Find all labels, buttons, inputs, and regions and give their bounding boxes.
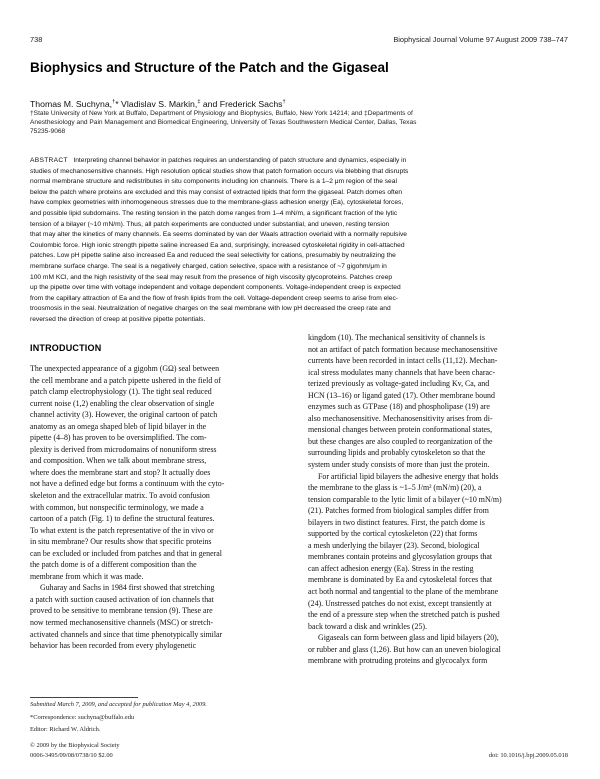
author-3-affil-mark: † <box>282 99 286 106</box>
author-1: Thomas M. Suchyna, <box>30 99 113 109</box>
body-text-line: supported by the cortical cytoskeleton (22) that forms <box>308 529 478 539</box>
body-text-line: enzymes such as GTPase (18) and phospholipase (19) are <box>308 402 490 412</box>
body-text-line: HCN (13–16) or ligand gated (17). Other membrane bound <box>308 390 495 400</box>
body-text-line: not an artifact of patch formation because mechanosensitive <box>308 344 498 354</box>
body-text-line: in situ membrane? Our results show that specific proteins <box>30 537 212 547</box>
body-text-line: currents have been recorded in intact cells (11,12). Mechan- <box>308 356 498 366</box>
affiliation-line: 75235-9068 <box>30 127 66 135</box>
abstract-line: from the capillary attraction of Ea and the flow of fresh lipids from the cell. Voltage-dependent creep seems to arise from elec- <box>30 294 399 302</box>
body-text-line: a patch with suction caused activation of ion channels that <box>30 594 214 604</box>
abstract-line: studies of mechanosensitive channels. High resolution optical studies show that patch formation occurs via blebbing that disrupts <box>30 167 409 175</box>
submission-note: Submitted March 7, 2009, and accepted for publication May 4, 2009. <box>30 701 207 708</box>
body-text-line: membrane is dominated by Ea and cytoskeletal forces that <box>308 575 493 585</box>
body-text-line: the patch dome is of a different composition than the <box>30 560 197 570</box>
body-text-line: proved to be sensitive to membrane tension (9). These are <box>30 606 213 616</box>
corresponding-mark: * <box>115 99 119 109</box>
body-text-line: channel activity (3). However, the original cartoon of patch <box>30 410 218 420</box>
body-text-line: kingdom (10). The mechanical sensitivity of channels is <box>308 333 485 342</box>
abstract-line: up the pipette over time with voltage independent and voltage dependent components. Voltage-independent creep is expected <box>30 284 401 292</box>
body-text-line: bilayers in two distinct features. First, the patch dome is <box>308 517 485 527</box>
body-text-line: Gigaseals can form between glass and lipid bilayers (20), <box>318 633 499 643</box>
page-number: 738 <box>30 35 43 44</box>
body-text-line: patch clamp electrophysiology (1). The tight seal reduced <box>30 387 212 397</box>
body-text-line: can be excluded or included from patches and that in general <box>30 548 222 558</box>
body-text-line: the membrane to the glass is ~1–5 J/m² (mN/m) (20), a <box>308 483 482 493</box>
body-text-line: membrane from which it was made. <box>30 571 144 581</box>
abstract-line: below the patch where proteins are excluded and this may consist of extracted lipids that form the gigaseal. Patch domes often <box>30 188 403 196</box>
author-1-affil-mark: † <box>112 99 116 106</box>
footnote-rule <box>30 697 138 698</box>
abstract-line: have complex geometries with inhomogeneous stresses due to the membrane-glass adhesion energy (Ea), cytoskeletal forces, <box>30 199 404 207</box>
article-title: Biophysics and Structure of the Patch and the Gigaseal <box>30 60 389 75</box>
body-text-line: not have a defined edge but forms a continuum with the cyto- <box>30 479 225 489</box>
body-text-line: mensional changes between protein conformational states, <box>308 425 493 435</box>
abstract <box>30 156 575 326</box>
author-3: and Frederick Sachs <box>200 99 283 109</box>
copyright-note: © 2009 by the Biophysical Society <box>30 742 120 749</box>
issn-note: 0006-3495/09/08/0738/10 $2.00 <box>30 752 113 759</box>
author-list <box>30 99 575 109</box>
abstract-line: Coulombic force. High ionic strength pipette saline increased Ea and, surprisingly, increased cytoskeletal rigidity in cell-attached <box>30 241 405 249</box>
correspondence-note: *Correspondence: suchyna@buffalo.edu <box>30 714 135 721</box>
author-2-affil-mark: ‡ <box>197 99 201 106</box>
body-text-line: and composition. When we talk about membrane stress, <box>30 456 207 466</box>
abstract-line: tension of a bilayer (~10 mN/m). Thus, all patch experiments are conducted under substantial, and uneven, resting tension <box>30 220 390 228</box>
body-text-line: (21). Patches formed from biological samples differ from <box>308 506 489 516</box>
body-text-line: the cell membrane and a patch pipette ushered in the field of <box>30 375 221 385</box>
author-2: Vladislav S. Markin, <box>118 99 198 109</box>
affiliation-line: Anesthesiology and Pain Management and Biomedical Engineering, University of Texas Southwestern Medical Center, Dallas, Texas <box>30 118 417 126</box>
body-text-line: anatomy as an omega shaped bleb of lipid bilayer in the <box>30 421 207 431</box>
body-text-line: cartoon of a patch (Fig. 1) to define the structural features. <box>30 514 215 524</box>
body-text-line: back toward a disk and wrinkles (25). <box>308 621 427 631</box>
abstract-label: ABSTRACT <box>30 157 68 164</box>
affiliation-line: †State University of New York at Buffalo, Department of Physiology and Biophysics, Buffalo, New York 14214; and ‡Departments of <box>30 110 413 117</box>
journal-header: Biophysical Journal Volume 97 August 2009 738–747 <box>393 35 568 44</box>
body-text-line: activated channels and since that time phenotypically similar <box>30 629 223 639</box>
abstract-line: reversed the direction of creep at positive pipette potentials. <box>30 315 206 323</box>
body-text-line: Guharay and Sachs in 1984 first showed that stretching <box>40 583 215 593</box>
body-text-line: or rubber and glass (1,26). But how can an uneven biological <box>308 644 501 654</box>
body-text-line: surrounding lipids and probably cytoskeleton so that the <box>308 448 486 458</box>
body-text-line: membrane with protruding proteins and glycocalyx form <box>308 656 488 666</box>
abstract-line: normal membrane structure and redistributes in situ components including ion channels. There is a 1–2 μm region of the seal <box>30 178 397 186</box>
body-text-line: pipette (4–8) has proven to be oversimplified. The com- <box>30 433 207 443</box>
body-text-line: behavior has been recorded from every phylogenetic <box>30 641 197 651</box>
body-text-line: The unexpected appearance of a gigohm (GΩ) seal between <box>30 364 220 373</box>
abstract-line: patches. Low pH pipette saline also increased Ea and reduced the seal selectivity for cations, presumably by neutralizing the <box>30 252 396 260</box>
body-text-line: current noise (1,2) enabling the clear observation of single <box>30 398 215 408</box>
abstract-line: that may alter the kinetics of many channels. Ea seems dominated by van der Waals attraction overlaid with a normally repulsive <box>30 231 407 239</box>
body-text-line: now termed mechanosensitive channels (MSC) or stretch- <box>30 618 214 628</box>
body-text-line: membranes contain proteins and glycosylation groups that <box>308 552 493 562</box>
body-text-line: also mechanosensitive. Mechanosensitivity arises from di- <box>308 413 493 423</box>
body-text-line: act both normal and tangential to the plane of the membrane <box>308 587 499 597</box>
body-column-right <box>308 332 574 667</box>
abstract-line: ABSTRACT Interpreting channel behavior in patches requires an understanding of patch structure and dynamics, especially in <box>30 157 407 164</box>
body-text-line: To what extent is the patch representative of the in vivo or <box>30 525 214 535</box>
body-column-left <box>30 363 296 652</box>
abstract-line: 100 mM KCl, and the high resistivity of the seal may result from the presence of high viscosity glycoproteins. Patches creep <box>30 273 393 281</box>
abstract-line: membrane surface charge. The seal is a negatively charged, cation selective, space with a resistance of ~7 gigohm/μm in <box>30 262 387 270</box>
affiliations <box>30 110 575 136</box>
body-text-line: For artificial lipid bilayers the adhesive energy that holds <box>318 471 499 481</box>
abstract-line: and possible lipid subdomains. The resting tension in the patch dome ranges from 1–4 mN/m, a significant fraction of the lytic <box>30 209 398 217</box>
body-text-line: tension comparable to the lytic limit of a bilayer (~10 mN/m) <box>308 494 502 504</box>
body-text-line: a mesh underlying the bilayer (23). Second, biological <box>308 540 480 550</box>
section-heading-introduction: INTRODUCTION <box>30 343 102 353</box>
body-text-line: but these changes are also coupled to reorganization of the <box>308 436 493 446</box>
body-text-line: (24). Unstressed patches do not exist, except transiently at <box>308 598 492 608</box>
body-text-line: where does the membrane start and stop? It actually does <box>30 467 211 477</box>
editor-note: Editor: Richard W. Aldrich. <box>30 726 101 733</box>
body-text-line: plexity is derived from microdomains of nonuniform stress <box>30 444 217 454</box>
doi: doi: 10.1016/j.bpj.2009.05.018 <box>488 752 568 759</box>
body-text-line: with common, but nonspecific terminology, we made a <box>30 502 204 512</box>
body-text-line: the end of a pressure step when the stretched patch is pushed <box>308 610 500 620</box>
body-text-line: can affect adhesion energy (Ea). Stress in the resting <box>308 563 474 573</box>
abstract-line: troosmosis in the seal. Neutralization of negative charges on the seal membrane with low pH decreased the creep rate and <box>30 305 391 313</box>
body-text-line: terized previously as voltage-gated including Kv, Ca, and <box>308 379 490 389</box>
body-text-line: ical stress modulates many channels that have been charac- <box>308 367 496 377</box>
body-text-line: system under study consists of more than just the protein. <box>308 460 490 470</box>
body-text-line: skeleton and the extracellular matrix. To avoid confusion <box>30 491 210 501</box>
